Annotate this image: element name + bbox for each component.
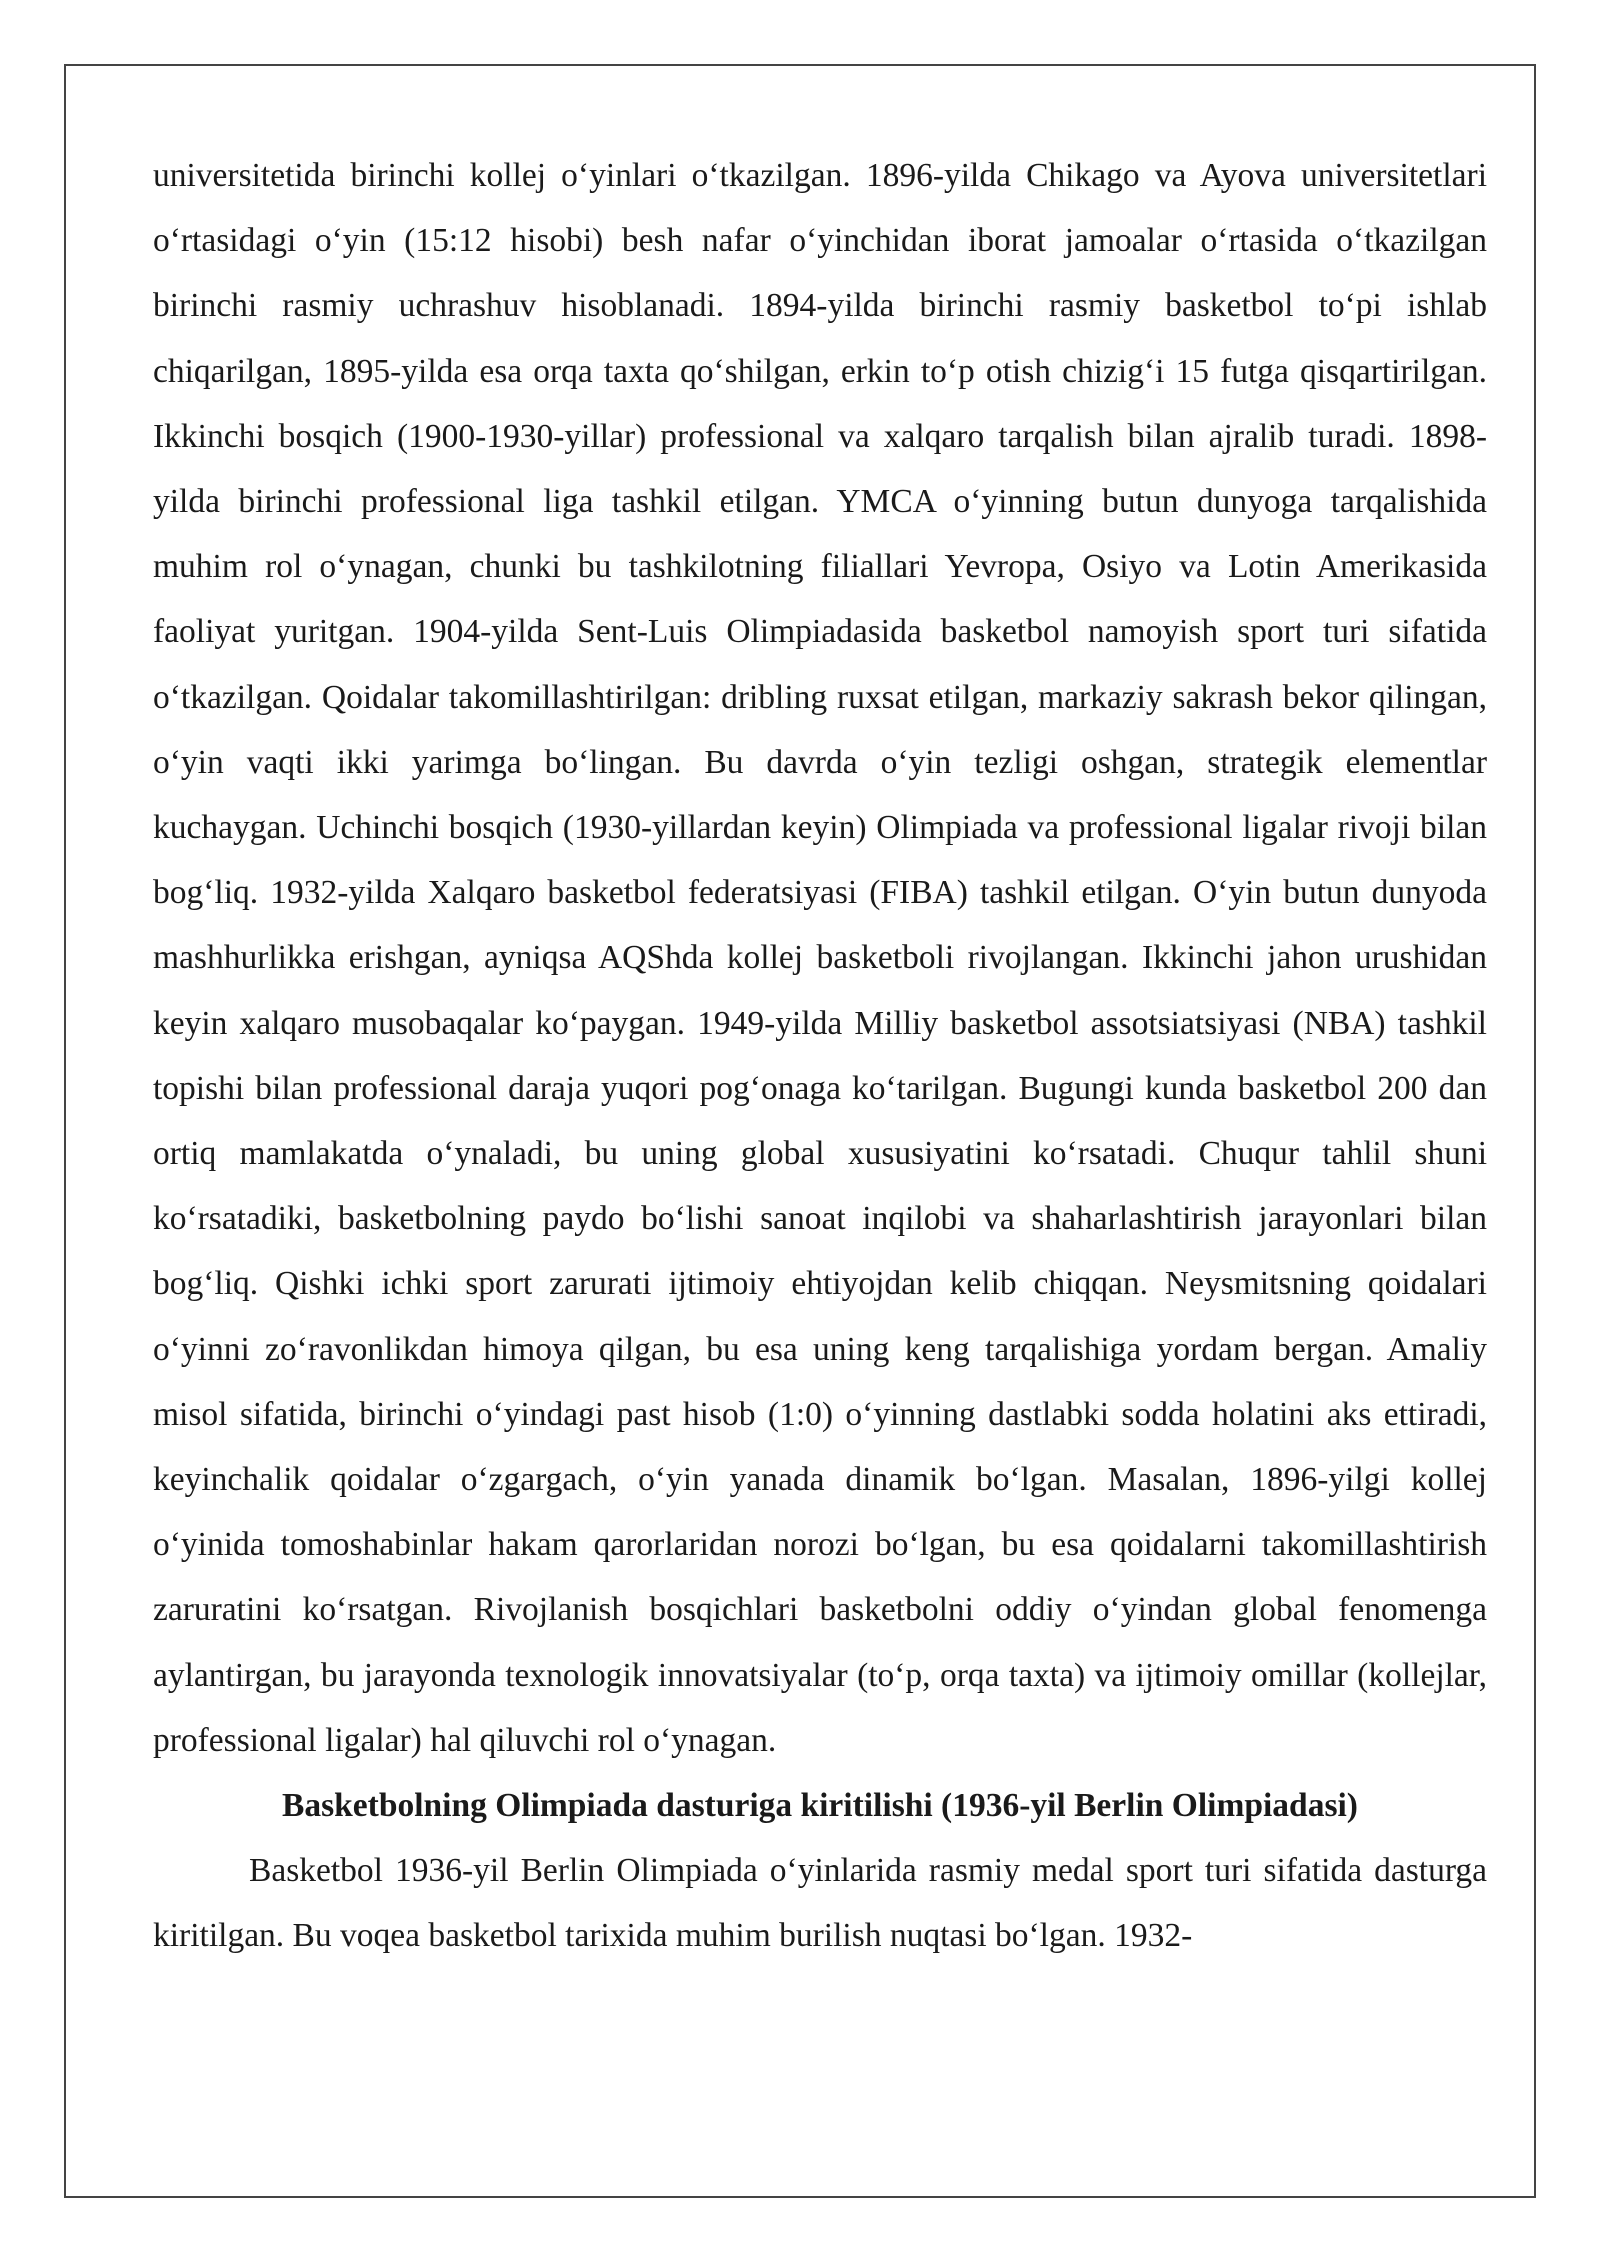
document-body <box>153 143 1487 1969</box>
body-paragraph: universitetida birinchi kollej o‘yinlari o‘tkazilgan. 1896-yilda Chikago va Ayova universitetlari o‘rtasidagi o‘yin (15:12 hisobi) besh nafar o‘yinchidan iborat jamoalar o‘rtasida o‘tkazilgan birinchi rasmiy uchrashuv hisoblanadi. 1894-yilda birinchi rasmiy basketbol to‘pi ishlab chiqarilgan, 1895-yilda esa orqa taxta qo‘shilgan, erkin to‘p otish chizig‘i 15 futga qisqartirilgan. Ikkinchi bosqich (1900-1930-yillar) professional va xalqaro tarqalish bilan ajralib turadi. 1898-yilda birinchi professional liga tashkil etilgan. YMCA o‘yinning butun dunyoga tarqalishida muhim rol o‘ynagan, chunki bu tashkilotning filiallari Yevropa, Osiyo va Lotin Amerikasida faoliyat yuritgan. 1904-yilda Sent-Luis Olimpiadasida basketbol namoyish sport turi sifatida o‘tkazilgan. Qoidalar takomillashtirilgan: dribling ruxsat etilgan, markaziy sakrash bekor qilingan, o‘yin vaqti ikki yarimga bo‘lingan. Bu davrda o‘yin tezligi oshgan, strategik elementlar kuchaygan. Uchinchi bosqich (1930-yillardan keyin) Olimpiada va professional ligalar rivoji bilan bog‘liq. 1932-yilda Xalqaro basketbol federatsiyasi (FIBA) tashkil etilgan. O‘yin butun dunyoda mashhurlikka erishgan, ayniqsa AQShda kollej basketboli rivojlangan. Ikkinchi jahon urushidan keyin xalqaro musobaqalar ko‘paygan. 1949-yilda Milliy basketbol assotsiatsiyasi (NBA) tashkil topishi bilan professional daraja yuqori pog‘onaga ko‘tarilgan. Bugungi kunda basketbol 200 dan ortiq mamlakatda o‘ynaladi, bu uning global xususiyatini ko‘rsatadi. Chuqur tahlil shuni ko‘rsatadiki, basketbolning paydo bo‘lishi sanoat inqilobi va shaharlashtirish jarayonlari bilan bog‘liq. Qishki ichki sport zarurati ijtimoiy ehtiyojdan kelib chiqqan. Neysmitsning qoidalari o‘yinni zo‘ravonlikdan himoya qilgan, bu esa uning keng tarqalishiga yordam bergan. Amaliy misol sifatida, birinchi o‘yindagi past hisob (1:0) o‘yinning dastlabki sodda holatini aks ettiradi, keyinchalik qoidalar o‘zgargach, o‘yin yanada dinamik bo‘lgan. Masalan, 1896-yilgi kollej o‘yinida tomoshabinlar hakam qarorlaridan norozi bo‘lgan, bu esa qoidalarni takomillashtirish zaruratini ko‘rsatgan. Rivojlanish bosqichlari basketbolni oddiy o‘yindan global fenomenga aylantirgan, bu jarayonda texnologik innovatsiyalar (to‘p, orqa taxta) va ijtimoiy omillar (kollejlar, professional ligalar) hal qiluvchi rol o‘ynagan. <box>153 157 1487 1759</box>
body-paragraph: Basketbol 1936-yil Berlin Olimpiada o‘yinlarida rasmiy medal sport turi sifatida dasturga kiritilgan. Bu voqea basketbol tarixida muhim burilish nuqtasi bo‘lgan. 1932- <box>153 1852 1487 1955</box>
section-heading: Basketbolning Olimpiada dasturiga kiritilishi (1936-yil Berlin Olimpiadasi) <box>282 1787 1358 1825</box>
